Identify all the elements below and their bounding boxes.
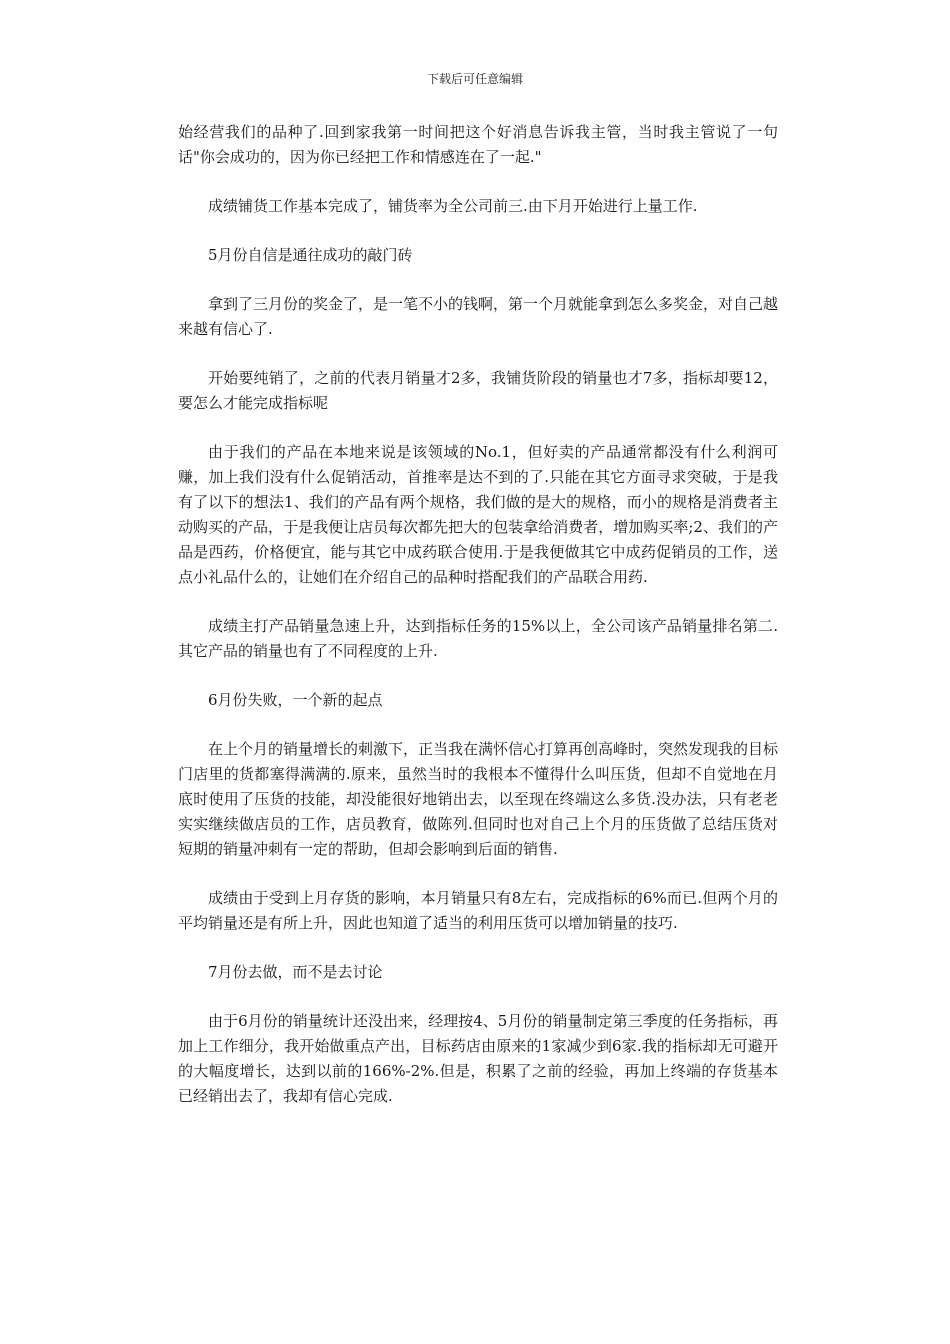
paragraph: 成绩由于受到上月存货的影响，本月销量只有8左右，完成指标的6%而已.但两个月的平均销量还是有所上升，因此也知道了适当的利用压货可以增加销量的技巧.	[178, 889, 778, 932]
document-body	[178, 120, 778, 1133]
paragraph: 拿到了三月份的奖金了，是一笔不小的钱啊，第一个月就能拿到怎么多奖金，对自己越来越有信心了.	[178, 295, 779, 338]
paragraph: 由于6月份的销量统计还没出来，经理按4、5月份的销量制定第三季度的任务指标，再加上工作细分，我开始做重点产出，目标药店由原来的1家减少到6家.我的指标却无可避开的大幅度增长，达到以前的166%-2%.但是，积累了之前的经验，再加上终端的存货基本已经销出去了，我却有信心完成.	[178, 1012, 778, 1105]
page-header: 下载后可任意编辑	[426, 72, 523, 86]
section-heading: 6月份失败，一个新的起点	[208, 691, 383, 709]
paragraph: 开始要纯销了，之前的代表月销量才2多，我铺货阶段的销量也才7多，指标却要12，要怎么才能完成指标呢	[178, 369, 778, 412]
paragraph: 成绩铺货工作基本完成了，铺货率为全公司前三.由下月开始进行上量工作.	[208, 197, 698, 215]
paragraph: 在上个月的销量增长的刺激下，正当我在满怀信心打算再创高峰时，突然发现我的目标门店里的货都塞得满满的.原来，虽然当时的我根本不懂得什么叫压货，但却不自觉地在月底时使用了压货的技能，却没能很好地销出去，以至现在终端这么多货.没办法，只有老老实实继续做店员的工作，店员教育，做陈列.但同时也对自己上个月的压货做了总结压货对短期的销量冲刺有一定的帮助，但却会影响到后面的销售.	[178, 740, 779, 858]
section-heading: 7月份去做，而不是去讨论	[208, 963, 383, 981]
paragraph: 由于我们的产品在本地来说是该领域的No.1，但好卖的产品通常都没有什么利润可赚，加上我们没有什么促销活动，首推率是达不到的了.只能在其它方面寻求突破，于是我有了以下的想法1、我们的产品有两个规格，我们做的是大的规格，而小的规格是消费者主动购买的产品，于是我便让店员每次都先把大的包装拿给消费者，增加购买率;2、我们的产品是西药，价格便宜，能与其它中成药联合使用.于是我便做其它中成药促销员的工作，送点小礼品什么的，让她们在介绍自己的品种时搭配我们的产品联合用药.	[178, 443, 778, 586]
paragraph: 始经营我们的品种了.回到家我第一时间把这个好消息告诉我主管，当时我主管说了一句话"你会成功的，因为你已经把工作和情感连在了一起."	[178, 123, 778, 166]
section-heading: 5月份自信是通往成功的敲门砖	[208, 246, 413, 264]
paragraph: 成绩主打产品销量急速上升，达到指标任务的15%以上，全公司该产品销量排名第二.其它产品的销量也有了不同程度的上升.	[178, 617, 778, 660]
